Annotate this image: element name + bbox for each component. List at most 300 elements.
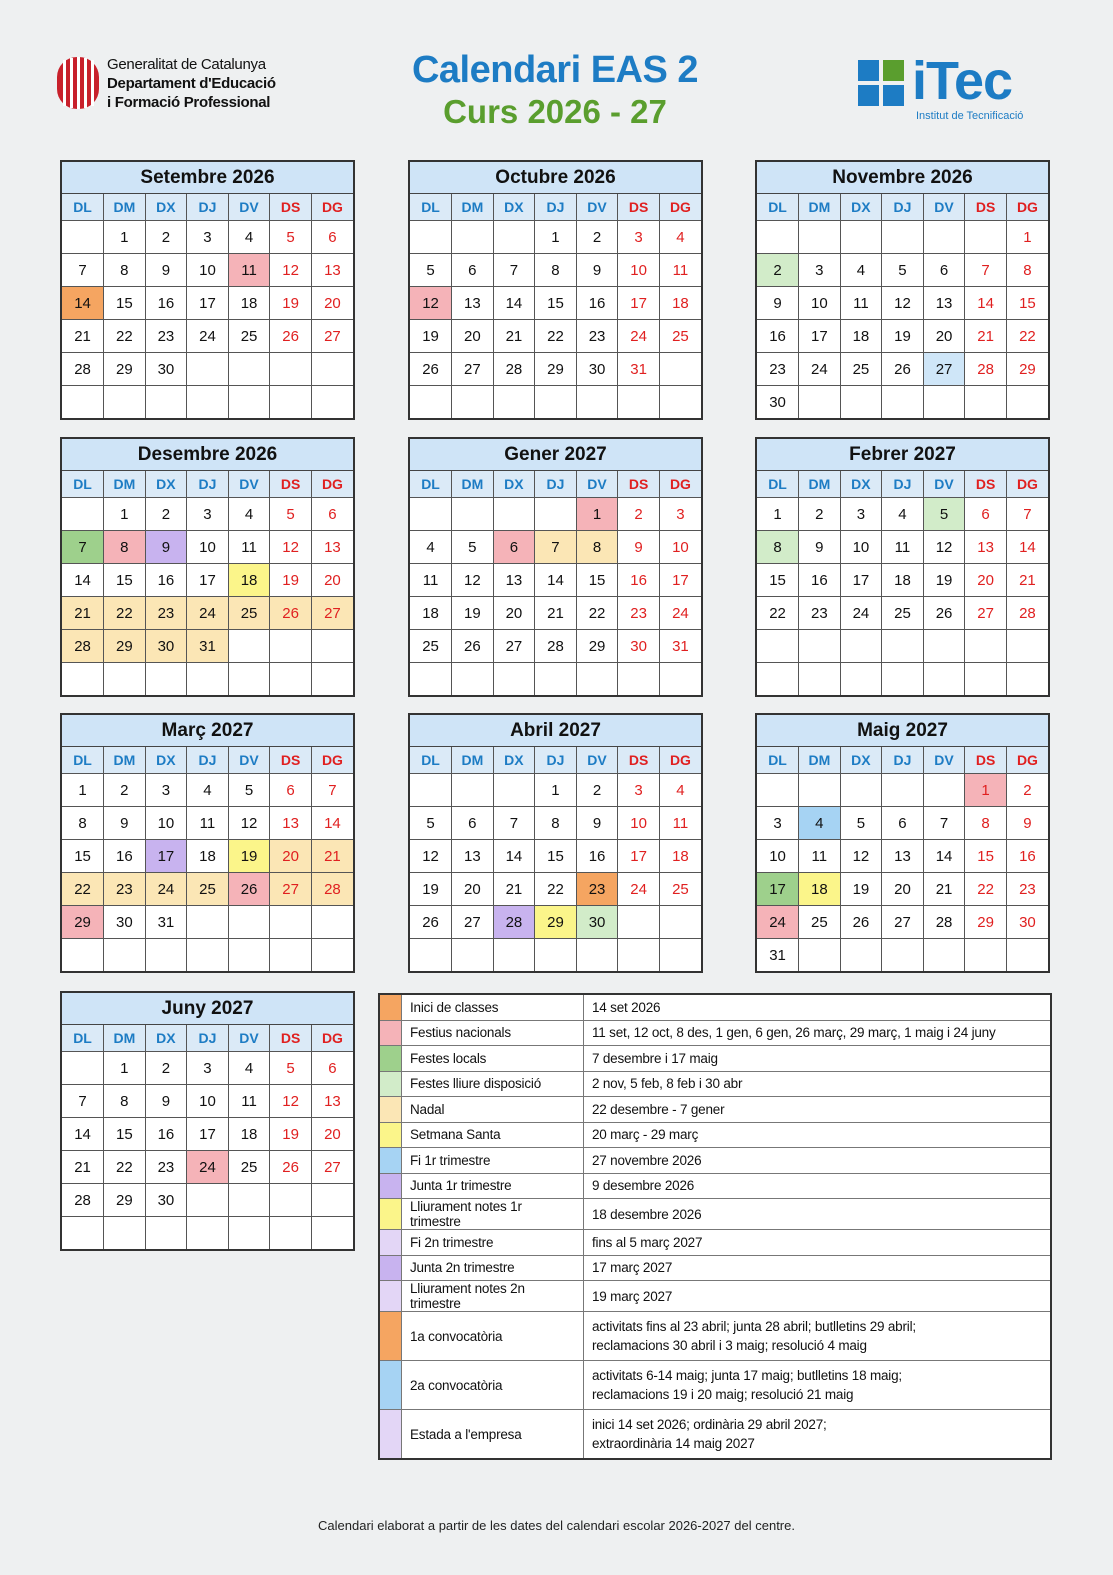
day-cell: 26 bbox=[410, 906, 452, 939]
day-cell bbox=[187, 906, 229, 939]
day-cell bbox=[311, 1217, 353, 1250]
day-cell: 11 bbox=[228, 254, 270, 287]
legend-row bbox=[380, 1199, 1050, 1230]
day-cell bbox=[965, 386, 1007, 419]
weekday-header: DG bbox=[1006, 747, 1048, 774]
day-cell: 16 bbox=[576, 840, 618, 873]
weekday-header: DG bbox=[659, 471, 701, 498]
day-cell bbox=[659, 386, 701, 419]
day-cell: 3 bbox=[187, 1052, 229, 1085]
legend-label: Inici de classes bbox=[402, 995, 584, 1020]
day-cell: 1 bbox=[757, 498, 799, 531]
weekday-header: DS bbox=[270, 471, 312, 498]
weekday-header: DS bbox=[618, 471, 660, 498]
day-cell: 29 bbox=[965, 906, 1007, 939]
day-cell bbox=[882, 221, 924, 254]
day-cell: 25 bbox=[882, 597, 924, 630]
day-cell: 2 bbox=[1006, 774, 1048, 807]
legend-value: 19 març 2027 bbox=[584, 1281, 1051, 1312]
day-cell: 26 bbox=[840, 906, 882, 939]
day-cell bbox=[618, 939, 660, 972]
day-cell: 12 bbox=[270, 254, 312, 287]
weekday-header: DL bbox=[62, 1025, 104, 1052]
day-cell bbox=[145, 663, 187, 696]
day-cell: 16 bbox=[104, 840, 146, 873]
day-cell: 5 bbox=[270, 221, 312, 254]
day-cell: 6 bbox=[311, 498, 353, 531]
day-cell: 17 bbox=[187, 287, 229, 320]
legend-swatch bbox=[380, 1097, 402, 1123]
day-cell bbox=[270, 386, 312, 419]
legend-swatch bbox=[380, 1199, 402, 1230]
day-cell: 24 bbox=[840, 597, 882, 630]
itec-logo bbox=[858, 51, 1043, 128]
weekday-header: DJ bbox=[882, 471, 924, 498]
day-cell bbox=[1006, 939, 1048, 972]
day-cell bbox=[965, 630, 1007, 663]
day-cell: 13 bbox=[493, 564, 535, 597]
day-cell: 29 bbox=[104, 353, 146, 386]
day-cell bbox=[799, 386, 841, 419]
day-cell: 26 bbox=[410, 353, 452, 386]
day-cell: 4 bbox=[228, 1052, 270, 1085]
weekday-header: DX bbox=[493, 194, 535, 221]
day-cell: 12 bbox=[270, 531, 312, 564]
day-cell bbox=[923, 939, 965, 972]
day-cell bbox=[757, 663, 799, 696]
day-cell: 18 bbox=[228, 564, 270, 597]
weekday-header: DX bbox=[840, 747, 882, 774]
day-cell: 29 bbox=[104, 1184, 146, 1217]
day-cell: 28 bbox=[535, 630, 577, 663]
day-cell bbox=[228, 353, 270, 386]
day-cell: 22 bbox=[576, 597, 618, 630]
day-cell: 8 bbox=[62, 807, 104, 840]
day-cell bbox=[452, 774, 494, 807]
legend-value: 9 desembre 2026 bbox=[584, 1173, 1051, 1199]
day-cell: 25 bbox=[228, 1151, 270, 1184]
day-cell: 30 bbox=[145, 353, 187, 386]
legend-value: 22 desembre - 7 gener bbox=[584, 1097, 1051, 1123]
day-cell bbox=[145, 1217, 187, 1250]
day-cell: 3 bbox=[757, 807, 799, 840]
day-cell: 13 bbox=[923, 287, 965, 320]
day-cell: 7 bbox=[965, 254, 1007, 287]
day-cell: 22 bbox=[535, 320, 577, 353]
day-cell bbox=[659, 906, 701, 939]
weekday-header: DL bbox=[757, 747, 799, 774]
legend-value: inici 14 set 2026; ordinària 29 abril 2027; extraordinària 14 maig 2027 bbox=[584, 1410, 1051, 1459]
legend-label: Junta 2n trimestre bbox=[402, 1255, 584, 1281]
day-cell: 30 bbox=[145, 1184, 187, 1217]
day-cell: 6 bbox=[882, 807, 924, 840]
weekday-header: DM bbox=[104, 471, 146, 498]
day-cell: 25 bbox=[410, 630, 452, 663]
day-cell bbox=[145, 939, 187, 972]
weekday-header: DV bbox=[228, 747, 270, 774]
day-cell bbox=[799, 630, 841, 663]
legend-swatch bbox=[380, 1361, 402, 1410]
day-cell bbox=[270, 1184, 312, 1217]
legend-value: fins al 5 març 2027 bbox=[584, 1230, 1051, 1256]
day-cell: 12 bbox=[410, 840, 452, 873]
day-cell: 1 bbox=[104, 221, 146, 254]
day-cell bbox=[576, 939, 618, 972]
day-cell: 13 bbox=[882, 840, 924, 873]
weekday-header: DV bbox=[228, 471, 270, 498]
day-cell: 6 bbox=[270, 774, 312, 807]
day-cell: 28 bbox=[923, 906, 965, 939]
day-cell: 13 bbox=[452, 287, 494, 320]
day-cell: 26 bbox=[882, 353, 924, 386]
day-cell: 23 bbox=[799, 597, 841, 630]
day-cell: 29 bbox=[535, 353, 577, 386]
day-cell: 20 bbox=[493, 597, 535, 630]
day-cell: 4 bbox=[659, 774, 701, 807]
weekday-header: DL bbox=[757, 194, 799, 221]
weekday-header: DJ bbox=[882, 194, 924, 221]
day-cell bbox=[576, 386, 618, 419]
day-cell: 18 bbox=[228, 287, 270, 320]
day-cell: 1 bbox=[1006, 221, 1048, 254]
day-cell: 18 bbox=[659, 840, 701, 873]
day-cell bbox=[410, 939, 452, 972]
day-cell: 15 bbox=[535, 840, 577, 873]
day-cell bbox=[618, 386, 660, 419]
day-cell: 14 bbox=[62, 287, 104, 320]
day-cell: 7 bbox=[311, 774, 353, 807]
weekday-header: DM bbox=[104, 1025, 146, 1052]
day-cell: 17 bbox=[187, 1118, 229, 1151]
day-cell bbox=[659, 353, 701, 386]
weekday-header: DJ bbox=[187, 1025, 229, 1052]
day-cell: 8 bbox=[965, 807, 1007, 840]
day-cell: 18 bbox=[840, 320, 882, 353]
weekday-header: DV bbox=[576, 747, 618, 774]
month-calendar bbox=[408, 713, 703, 973]
day-cell: 16 bbox=[576, 287, 618, 320]
day-cell: 20 bbox=[311, 1118, 353, 1151]
weekday-header: DM bbox=[104, 194, 146, 221]
day-cell: 23 bbox=[145, 1151, 187, 1184]
day-cell: 30 bbox=[757, 386, 799, 419]
day-cell: 23 bbox=[145, 320, 187, 353]
day-cell: 23 bbox=[576, 320, 618, 353]
day-cell: 15 bbox=[757, 564, 799, 597]
day-cell: 7 bbox=[493, 807, 535, 840]
day-cell: 31 bbox=[659, 630, 701, 663]
day-cell: 3 bbox=[187, 498, 229, 531]
weekday-header: DL bbox=[62, 194, 104, 221]
day-cell bbox=[62, 498, 104, 531]
day-cell: 1 bbox=[104, 1052, 146, 1085]
day-cell bbox=[757, 774, 799, 807]
legend-swatch bbox=[380, 1122, 402, 1148]
day-cell bbox=[410, 221, 452, 254]
day-cell bbox=[452, 498, 494, 531]
legend-row bbox=[380, 995, 1050, 1020]
weekday-header: DV bbox=[923, 471, 965, 498]
day-cell: 5 bbox=[410, 254, 452, 287]
weekday-header: DM bbox=[799, 471, 841, 498]
day-cell: 8 bbox=[535, 254, 577, 287]
day-cell bbox=[923, 630, 965, 663]
day-cell: 17 bbox=[187, 564, 229, 597]
day-cell: 14 bbox=[1006, 531, 1048, 564]
day-cell: 16 bbox=[799, 564, 841, 597]
itec-wordmark: iTec bbox=[912, 51, 1013, 111]
day-cell: 17 bbox=[618, 840, 660, 873]
day-cell: 27 bbox=[452, 906, 494, 939]
weekday-header: DG bbox=[311, 471, 353, 498]
day-cell: 30 bbox=[618, 630, 660, 663]
day-cell: 23 bbox=[618, 597, 660, 630]
day-cell: 15 bbox=[535, 287, 577, 320]
weekday-header: DL bbox=[410, 194, 452, 221]
day-cell: 14 bbox=[62, 564, 104, 597]
weekday-header: DJ bbox=[882, 747, 924, 774]
day-cell bbox=[187, 386, 229, 419]
day-cell bbox=[965, 221, 1007, 254]
day-cell: 13 bbox=[452, 840, 494, 873]
day-cell: 19 bbox=[882, 320, 924, 353]
legend-row bbox=[380, 1122, 1050, 1148]
legend-swatch bbox=[380, 1281, 402, 1312]
day-cell bbox=[228, 663, 270, 696]
day-cell bbox=[799, 939, 841, 972]
day-cell: 20 bbox=[965, 564, 1007, 597]
day-cell bbox=[757, 221, 799, 254]
legend-label: Fi 2n trimestre bbox=[402, 1230, 584, 1256]
day-cell bbox=[535, 498, 577, 531]
weekday-header: DM bbox=[452, 471, 494, 498]
day-cell: 7 bbox=[62, 1085, 104, 1118]
day-cell: 21 bbox=[62, 1151, 104, 1184]
day-cell: 23 bbox=[104, 873, 146, 906]
day-cell: 27 bbox=[270, 873, 312, 906]
day-cell: 2 bbox=[618, 498, 660, 531]
itec-subtitle: Institut de Tecnificació bbox=[916, 110, 1024, 122]
day-cell bbox=[618, 663, 660, 696]
weekday-header: DV bbox=[576, 194, 618, 221]
day-cell: 20 bbox=[311, 564, 353, 597]
day-cell: 25 bbox=[228, 597, 270, 630]
weekday-header: DS bbox=[270, 1025, 312, 1052]
day-cell bbox=[311, 906, 353, 939]
day-cell bbox=[62, 663, 104, 696]
month-calendar bbox=[60, 437, 355, 697]
legend-swatch bbox=[380, 1071, 402, 1097]
day-cell: 29 bbox=[104, 630, 146, 663]
month-calendar bbox=[60, 991, 355, 1251]
day-cell: 10 bbox=[187, 531, 229, 564]
day-cell: 21 bbox=[493, 320, 535, 353]
day-cell: 1 bbox=[62, 774, 104, 807]
day-cell: 5 bbox=[228, 774, 270, 807]
day-cell: 5 bbox=[840, 807, 882, 840]
day-cell: 31 bbox=[187, 630, 229, 663]
day-cell: 8 bbox=[535, 807, 577, 840]
day-cell: 27 bbox=[311, 1151, 353, 1184]
day-cell: 16 bbox=[145, 1118, 187, 1151]
legend-row bbox=[380, 1173, 1050, 1199]
weekday-header: DG bbox=[1006, 471, 1048, 498]
legend-value: 7 desembre i 17 maig bbox=[584, 1046, 1051, 1072]
day-cell: 27 bbox=[493, 630, 535, 663]
day-cell bbox=[618, 906, 660, 939]
day-cell: 27 bbox=[452, 353, 494, 386]
day-cell: 20 bbox=[270, 840, 312, 873]
legend-value: 17 març 2027 bbox=[584, 1255, 1051, 1281]
day-cell: 15 bbox=[965, 840, 1007, 873]
day-cell: 9 bbox=[757, 287, 799, 320]
day-cell bbox=[882, 774, 924, 807]
day-cell: 25 bbox=[228, 320, 270, 353]
day-cell: 15 bbox=[104, 1118, 146, 1151]
day-cell bbox=[104, 1217, 146, 1250]
day-cell bbox=[535, 386, 577, 419]
day-cell: 7 bbox=[1006, 498, 1048, 531]
day-cell bbox=[228, 939, 270, 972]
day-cell: 23 bbox=[576, 873, 618, 906]
day-cell bbox=[228, 630, 270, 663]
day-cell bbox=[882, 663, 924, 696]
day-cell: 30 bbox=[576, 906, 618, 939]
weekday-header: DJ bbox=[535, 471, 577, 498]
day-cell: 6 bbox=[493, 531, 535, 564]
day-cell: 11 bbox=[659, 254, 701, 287]
day-cell: 10 bbox=[840, 531, 882, 564]
day-cell: 28 bbox=[1006, 597, 1048, 630]
day-cell: 1 bbox=[965, 774, 1007, 807]
legend-row bbox=[380, 1410, 1050, 1459]
day-cell: 7 bbox=[62, 254, 104, 287]
day-cell: 6 bbox=[923, 254, 965, 287]
weekday-header: DL bbox=[62, 471, 104, 498]
day-cell: 7 bbox=[62, 531, 104, 564]
legend-row bbox=[380, 1312, 1050, 1361]
day-cell: 17 bbox=[757, 873, 799, 906]
day-cell bbox=[187, 1217, 229, 1250]
day-cell: 17 bbox=[618, 287, 660, 320]
day-cell bbox=[840, 221, 882, 254]
day-cell bbox=[882, 939, 924, 972]
day-cell: 26 bbox=[270, 597, 312, 630]
day-cell bbox=[840, 630, 882, 663]
day-cell: 7 bbox=[493, 254, 535, 287]
day-cell: 21 bbox=[62, 320, 104, 353]
weekday-header: DG bbox=[659, 194, 701, 221]
legend-value: activitats fins al 23 abril; junta 28 abril; butlletins 29 abril; reclamacions 30 abril i 3 maig; resolució 4 maig bbox=[584, 1312, 1051, 1361]
legend-value: 27 novembre 2026 bbox=[584, 1148, 1051, 1174]
month-calendar bbox=[755, 437, 1050, 697]
day-cell bbox=[270, 1217, 312, 1250]
day-cell: 9 bbox=[576, 807, 618, 840]
day-cell: 4 bbox=[187, 774, 229, 807]
day-cell: 25 bbox=[840, 353, 882, 386]
day-cell: 10 bbox=[799, 287, 841, 320]
legend-row bbox=[380, 1097, 1050, 1123]
day-cell bbox=[840, 386, 882, 419]
weekday-header: DM bbox=[799, 747, 841, 774]
weekday-header: DS bbox=[965, 471, 1007, 498]
day-cell bbox=[965, 939, 1007, 972]
legend-swatch bbox=[380, 995, 402, 1020]
day-cell bbox=[311, 630, 353, 663]
month-title: Juny 2027 bbox=[62, 993, 353, 1025]
day-cell: 2 bbox=[757, 254, 799, 287]
day-cell bbox=[62, 939, 104, 972]
weekday-header: DM bbox=[452, 194, 494, 221]
legend-swatch bbox=[380, 1312, 402, 1361]
day-cell: 13 bbox=[311, 254, 353, 287]
day-cell bbox=[270, 630, 312, 663]
day-cell bbox=[62, 386, 104, 419]
day-cell bbox=[493, 221, 535, 254]
day-cell: 26 bbox=[270, 1151, 312, 1184]
weekday-header: DG bbox=[1006, 194, 1048, 221]
day-cell: 28 bbox=[62, 1184, 104, 1217]
legend-row bbox=[380, 1281, 1050, 1312]
day-cell: 3 bbox=[145, 774, 187, 807]
day-cell: 22 bbox=[104, 320, 146, 353]
weekday-header: DJ bbox=[187, 471, 229, 498]
day-cell: 11 bbox=[228, 1085, 270, 1118]
department-line: Departament d'Educació bbox=[107, 75, 276, 92]
day-cell: 1 bbox=[535, 221, 577, 254]
day-cell: 18 bbox=[410, 597, 452, 630]
day-cell: 7 bbox=[923, 807, 965, 840]
day-cell bbox=[535, 663, 577, 696]
day-cell: 9 bbox=[145, 254, 187, 287]
legend-row bbox=[380, 1361, 1050, 1410]
day-cell: 21 bbox=[923, 873, 965, 906]
day-cell: 21 bbox=[965, 320, 1007, 353]
day-cell: 11 bbox=[410, 564, 452, 597]
page-subtitle: Curs 2026 - 27 bbox=[443, 93, 667, 130]
month-title: Novembre 2026 bbox=[757, 162, 1048, 194]
day-cell: 25 bbox=[659, 873, 701, 906]
day-cell: 16 bbox=[618, 564, 660, 597]
day-cell: 28 bbox=[62, 353, 104, 386]
day-cell bbox=[145, 386, 187, 419]
day-cell: 8 bbox=[104, 1085, 146, 1118]
day-cell bbox=[311, 353, 353, 386]
day-cell: 6 bbox=[311, 1052, 353, 1085]
weekday-header: DX bbox=[145, 194, 187, 221]
day-cell: 2 bbox=[145, 221, 187, 254]
day-cell: 6 bbox=[965, 498, 1007, 531]
day-cell bbox=[799, 774, 841, 807]
legend-row bbox=[380, 1071, 1050, 1097]
weekday-header: DV bbox=[228, 194, 270, 221]
day-cell: 14 bbox=[535, 564, 577, 597]
day-cell bbox=[410, 663, 452, 696]
month-title: Abril 2027 bbox=[410, 715, 701, 747]
legend-row bbox=[380, 1148, 1050, 1174]
day-cell: 18 bbox=[799, 873, 841, 906]
day-cell: 9 bbox=[618, 531, 660, 564]
day-cell bbox=[270, 663, 312, 696]
day-cell: 11 bbox=[882, 531, 924, 564]
day-cell bbox=[410, 774, 452, 807]
day-cell: 9 bbox=[576, 254, 618, 287]
day-cell: 4 bbox=[799, 807, 841, 840]
weekday-header: DS bbox=[965, 194, 1007, 221]
month-title: Octubre 2026 bbox=[410, 162, 701, 194]
weekday-header: DL bbox=[757, 471, 799, 498]
day-cell bbox=[187, 663, 229, 696]
